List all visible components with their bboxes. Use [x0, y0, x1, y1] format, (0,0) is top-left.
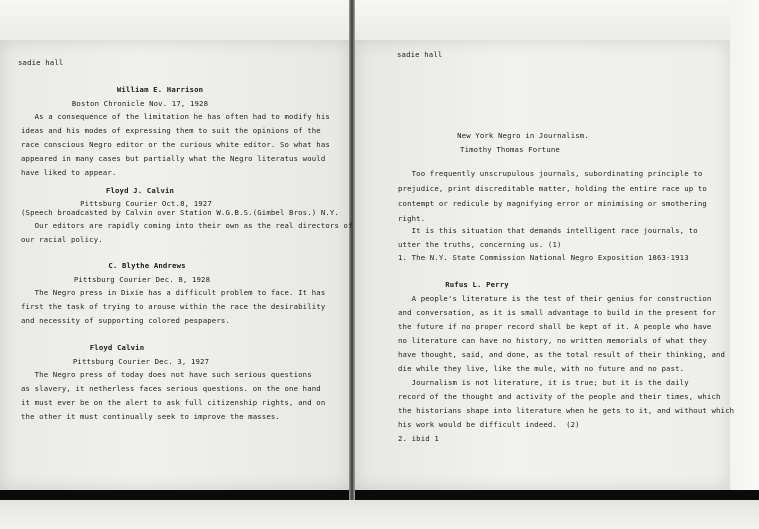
body-line: have thought, said, and done, as the total result of their thinking, and [398, 350, 726, 359]
body-line: record of the thought and activity of the people and their times, which [398, 392, 721, 401]
body-line: his work would be difficult indeed. (2) [398, 420, 580, 429]
footnote: 1. The N.Y. State Commission National Negro Exposition 1863-1913 [398, 253, 689, 262]
quote-line: The Negro press in Dixie has a difficult problem to face. It has [21, 288, 326, 297]
right-page-header: sadie hall [397, 50, 443, 59]
quote-source: Pittsburg Courier Oct.8, 1927 [80, 199, 212, 208]
quote-line: As a consequence of the limitation he has often had to modify his [21, 112, 330, 121]
body-line: It is this situation that demands intelligent race journals, to [398, 226, 698, 235]
quote-line: have liked to appear. [21, 168, 117, 177]
body-line: the historians shape into literature when he gets to it, and without which [398, 406, 735, 415]
page-gutter [349, 0, 355, 500]
body-line: prejudice, print discreditable matter, holding the entire race up to [398, 184, 707, 193]
quote-author: C. Blythe Andrews [108, 261, 186, 270]
scanner-top-strip [0, 0, 759, 40]
quote-line: first the task of trying to arouse within the race the desirability [21, 302, 326, 311]
left-page-header: sadie hall [18, 58, 64, 67]
body-line: right. [398, 214, 426, 223]
quote-line: the other it must continually seek to improve the masses. [21, 412, 280, 421]
body-line: and conversation, as it is small advantage to build in the present for [398, 308, 717, 317]
quote-line: ideas and his modes of expressing them to suit the opinions of the [21, 126, 321, 135]
quote-source: Pittsburg Courier Dec. 8, 1928 [73, 275, 211, 284]
body-line: utter the truths, concerning us. (1) [398, 240, 562, 249]
scanner-bottom-strip [0, 500, 759, 529]
footnote: 2. ibid 1 [398, 434, 439, 443]
article-author: Timothy Thomas Fortune [460, 145, 560, 154]
body-line: A people's literature is the test of their genius for construction [398, 294, 712, 303]
quote-line: as slavery, it netherless faces serious questions. on the one hand [21, 384, 321, 393]
body-line: Journalism is not literature, it is true; but it is the daily [398, 378, 689, 387]
body-line: contempt or redicule by magnifying error or minimising or smothering [398, 199, 707, 208]
quote-author: Floyd Calvin [89, 343, 145, 352]
quote-author: Floyd J. Calvin [105, 186, 175, 195]
quote-line: our racial policy. [21, 235, 103, 244]
quote-author: William E. Harrison [116, 85, 204, 94]
scanner-right-edge [730, 0, 759, 529]
section-author: Rufus L. Perry [445, 280, 509, 289]
quote-line: The Negro press of today does not have such serious questions [21, 370, 312, 379]
quote-line: and necessity of supporting colored pespapers. [21, 316, 230, 325]
article-title: New York Negro in Journalism. [457, 131, 589, 140]
body-line: the future if no proper record shall be kept of it. A people who have [398, 322, 712, 331]
body-line: Too frequently unscrupulous journals, subordinating principle to [398, 169, 703, 178]
quote-line: race conscious Negro editor or the curious white editor. So what has [21, 140, 330, 149]
quote-source: Pittsburg Courier Dec. 3, 1927 [72, 357, 210, 366]
body-line: no literature can have no history, no written memorials of what they [398, 336, 707, 345]
quote-line: it must ever be on the alert to ask full citizenship rights, and on [21, 398, 326, 407]
quote-line: appeared in many cases but partially what the Negro literatus would [21, 154, 326, 163]
quote-line: Our editors are rapidly coming into their own as the real directors of [21, 221, 353, 230]
quote-note: (Speech broadcasted by Calvin over Station W.G.B.S.(Gimbel Bros.) N.Y. [21, 208, 340, 217]
quote-source: Boston Chronicle Nov. 17, 1928 [71, 99, 209, 108]
body-line: die while they live, like the mule, with no future and no past. [398, 364, 685, 373]
